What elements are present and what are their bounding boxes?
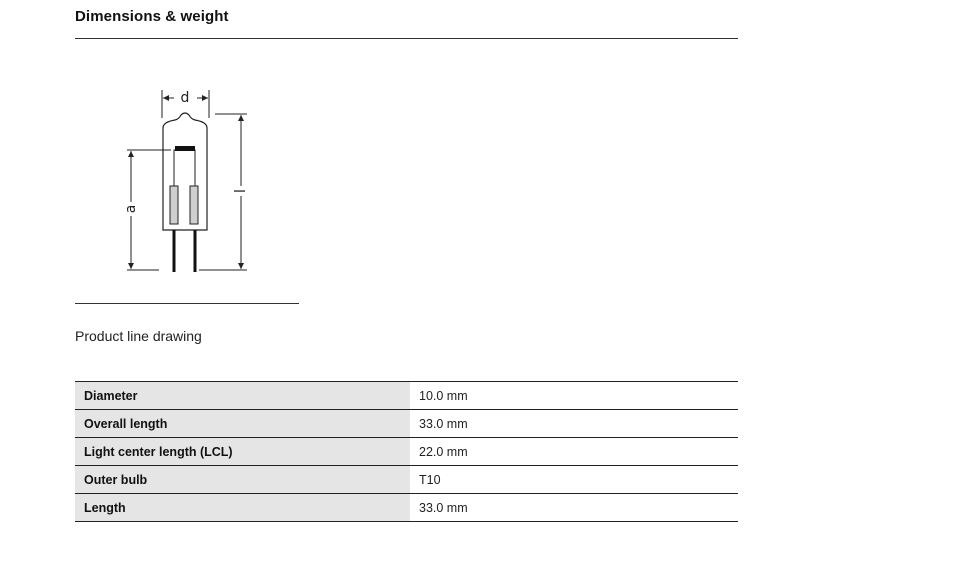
spec-label-lcl: Light center length (LCL) [75,438,410,466]
bulb-line-drawing [119,82,259,278]
d-arrow-right [202,95,208,101]
drawing-caption: Product line drawing [75,328,202,344]
l-arrow-bottom [238,263,244,269]
l-arrow-top [238,115,244,121]
d-label: d [180,90,190,106]
table-row [75,410,738,438]
a-arrow-bottom [128,263,134,269]
d-arrow-left [163,95,169,101]
spec-label-diameter: Diameter [75,382,410,410]
table-row [75,494,738,522]
drawing-divider [75,303,299,304]
title-divider [75,38,738,39]
spec-value-overall-length: 33.0 mm [410,410,738,438]
table-row [75,466,738,494]
spec-value-lcl: 22.0 mm [410,438,738,466]
spec-value-diameter: 10.0 mm [410,382,738,410]
spec-value-length: 33.0 mm [410,494,738,522]
table-row [75,382,738,410]
l-label: l [233,189,249,193]
pin-sleeve-right [190,186,198,224]
filament [175,146,195,151]
specs-table [75,381,738,522]
spec-label-overall-length: Overall length [75,410,410,438]
a-label: a [123,204,139,214]
pin-sleeve-left [170,186,178,224]
table-row [75,438,738,466]
spec-label-outer-bulb: Outer bulb [75,466,410,494]
spec-value-outer-bulb: T10 [410,466,738,494]
spec-label-length: Length [75,494,410,522]
filament-support [174,150,195,186]
section-title: Dimensions & weight [75,8,229,25]
a-arrow-top [128,151,134,157]
